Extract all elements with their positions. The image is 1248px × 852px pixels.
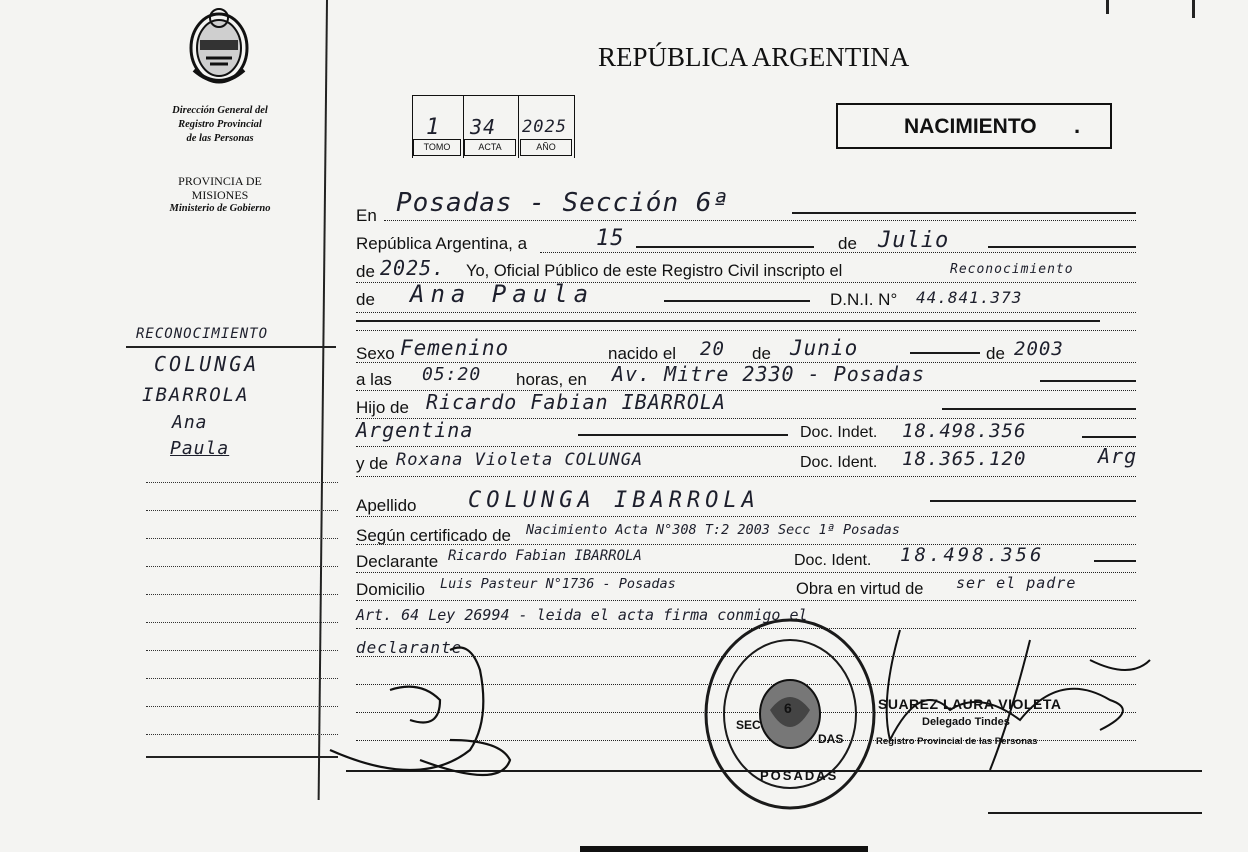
de-label: de xyxy=(356,290,375,309)
row4-rule xyxy=(356,320,1100,322)
lower-right-rule xyxy=(988,812,1202,814)
agency-line: de las Personas xyxy=(186,133,254,144)
declarante-doc-line xyxy=(1094,560,1136,562)
side-note-line: COLUNGA xyxy=(154,352,260,376)
dni-label: D.N.I. N° xyxy=(830,290,898,309)
official-signature-icon xyxy=(860,620,1160,780)
side-note-underline xyxy=(126,346,336,348)
row4b-dots xyxy=(356,330,1136,331)
sidebar-dotted-line xyxy=(146,594,338,595)
madre-value: Roxana Violeta COLUNGA xyxy=(396,450,644,470)
seal-num: 6 xyxy=(784,700,792,716)
sidebar-dotted-line xyxy=(146,566,338,567)
sidebar-dotted-line xyxy=(146,482,338,483)
de-label: de xyxy=(838,234,857,253)
margin-divider xyxy=(318,0,328,800)
oficial-text: Yo, Oficial Público de este Registro Civil inscripto el xyxy=(466,262,843,280)
row4-dots xyxy=(356,312,1136,313)
page-edge-mark xyxy=(1106,0,1109,14)
anio-value: 2025 xyxy=(522,117,567,137)
nota-line: Art. 64 Ley 26994 - leida el acta firma conmigo el xyxy=(356,606,808,624)
side-note-line: RECONOCIMIENTO xyxy=(136,326,269,342)
agency-block xyxy=(150,104,290,146)
tomo-value: 1 xyxy=(426,115,441,140)
row13-dots xyxy=(356,600,1136,601)
de-anio-label: de xyxy=(356,262,375,281)
republica-label: República Argentina, a xyxy=(356,234,528,253)
doc-type-dot: . xyxy=(1074,113,1081,138)
declarante-doc: 18.498.356 xyxy=(900,544,1045,566)
domicilio-label: Domicilio xyxy=(356,580,425,599)
dia-value: 15 xyxy=(596,226,625,251)
acta-value: 34 xyxy=(470,115,497,139)
padre-value: Ricardo Fabian IBARROLA xyxy=(426,390,726,414)
nac-de2-label: de xyxy=(986,344,1005,363)
record-box xyxy=(412,95,576,159)
sidebar-dotted-line xyxy=(146,538,338,539)
nacido-label: nacido el xyxy=(608,344,677,363)
horas-en-label: horas, en xyxy=(516,370,587,389)
row2-dots xyxy=(540,252,1136,253)
sexo-label: Sexo xyxy=(356,344,395,363)
en-line xyxy=(792,212,1136,214)
official-org: Registro Provincial de las Personas xyxy=(876,736,1038,747)
seal-das: DAS xyxy=(818,732,844,746)
doc-ident-label: Doc. Ident. xyxy=(800,454,878,471)
page-edge-mark xyxy=(1192,0,1195,18)
page-bottom-bar xyxy=(580,846,868,852)
row9-dots xyxy=(356,476,1136,477)
obra-value: ser el padre xyxy=(956,574,1077,592)
nota-line: declarante xyxy=(356,638,463,657)
side-note-line: Ana xyxy=(172,412,208,433)
padre-doc: 18.498.356 xyxy=(902,420,1027,442)
official-role: Delegado Tindes xyxy=(922,716,1010,728)
coat-of-arms-icon xyxy=(180,0,258,92)
anio-label: AÑO xyxy=(520,139,572,156)
province-line: PROVINCIA DE xyxy=(178,174,262,188)
padre-doc-line xyxy=(1082,436,1136,438)
page-title: REPÚBLICA ARGENTINA xyxy=(598,42,910,72)
official-name: SUAREZ LAURA VIOLETA xyxy=(878,696,1062,712)
acta-label: ACTA xyxy=(464,139,516,156)
sidebar-dotted-line xyxy=(146,706,338,707)
mes-value: Julio xyxy=(878,228,950,253)
tomo-label: TOMO xyxy=(413,139,461,156)
ministry-line: Ministerio de Gobierno xyxy=(169,203,271,214)
madre-nac: Arg xyxy=(1098,444,1138,468)
doc-type-label: NACIMIENTO xyxy=(904,115,1037,138)
agency-line: Registro Provincial xyxy=(178,119,262,130)
doc-indet-label: Doc. Indet. xyxy=(800,424,878,441)
en-value: Posadas - Sección 6ª xyxy=(396,188,730,218)
en-label: En xyxy=(356,206,377,225)
y-de-label: y de xyxy=(356,454,389,473)
sidebar-dotted-line xyxy=(146,678,338,679)
sidebar-dotted-line xyxy=(146,622,338,623)
nac-de-label: de xyxy=(752,344,771,363)
nac-dia: 20 xyxy=(700,338,725,360)
hora-value: 05:20 xyxy=(422,364,482,385)
sidebar-dotted-line xyxy=(146,734,338,735)
lugar-value: Av. Mitre 2330 - Posadas xyxy=(612,362,925,386)
obra-label: Obra en virtud de xyxy=(796,580,924,598)
lugar-line xyxy=(1040,380,1136,382)
dni-value: 44.841.373 xyxy=(916,288,1023,307)
row10-dots xyxy=(356,516,1136,517)
nombre-value: Ana Paula xyxy=(410,280,595,308)
apellido-value: COLUNGA IBARROLA xyxy=(468,488,760,513)
apellido-line xyxy=(930,500,1136,502)
declarante-label: Declarante xyxy=(356,552,439,571)
side-note-line: IBARROLA xyxy=(142,384,250,406)
nombre-line xyxy=(664,300,810,302)
province-line: MISIONES xyxy=(191,188,249,202)
anio-value: 2025. xyxy=(380,256,446,280)
seal-sec: SEC xyxy=(736,718,761,732)
en-dots xyxy=(384,220,1136,221)
apellido-label: Apellido xyxy=(356,496,417,515)
nac-anio: 2003 xyxy=(1014,338,1064,360)
a-las-label: a las xyxy=(356,370,392,389)
padre-nac-value: Argentina xyxy=(356,418,474,442)
seal-city: POSADAS xyxy=(760,768,839,783)
side-note-line: Paula xyxy=(170,438,230,459)
dia-line xyxy=(636,246,814,248)
sexo-value: Femenino xyxy=(400,336,510,360)
inscripto-value: Reconocimiento xyxy=(950,262,1074,277)
hijo-label: Hijo de xyxy=(356,398,409,417)
province-block xyxy=(150,174,290,216)
nac-mes: Junio xyxy=(790,336,859,360)
segun-label: Según certificado de xyxy=(356,526,511,545)
nac-line xyxy=(910,352,980,354)
sidebar-dotted-line xyxy=(146,510,338,511)
declarant-signature-icon xyxy=(330,630,560,800)
madre-doc: 18.365.120 xyxy=(902,448,1027,470)
mes-line xyxy=(988,246,1136,248)
row8-dots xyxy=(356,446,1136,447)
domicilio-value: Luis Pasteur N°1736 - Posadas xyxy=(440,576,676,592)
padre-line xyxy=(942,408,1136,410)
declarante-doc-label: Doc. Ident. xyxy=(794,552,872,569)
padre-nac-line xyxy=(578,434,788,436)
row12-dots xyxy=(356,572,1136,573)
sidebar-bottom-rule xyxy=(146,756,338,758)
declarante-value: Ricardo Fabian IBARROLA xyxy=(448,548,642,564)
agency-line: Dirección General del xyxy=(172,105,268,116)
doc-type-box xyxy=(836,103,1112,149)
certificado-value: Nacimiento Acta N°308 T:2 2003 Secc 1ª Posadas xyxy=(526,522,900,538)
sidebar-dotted-line xyxy=(146,650,338,651)
